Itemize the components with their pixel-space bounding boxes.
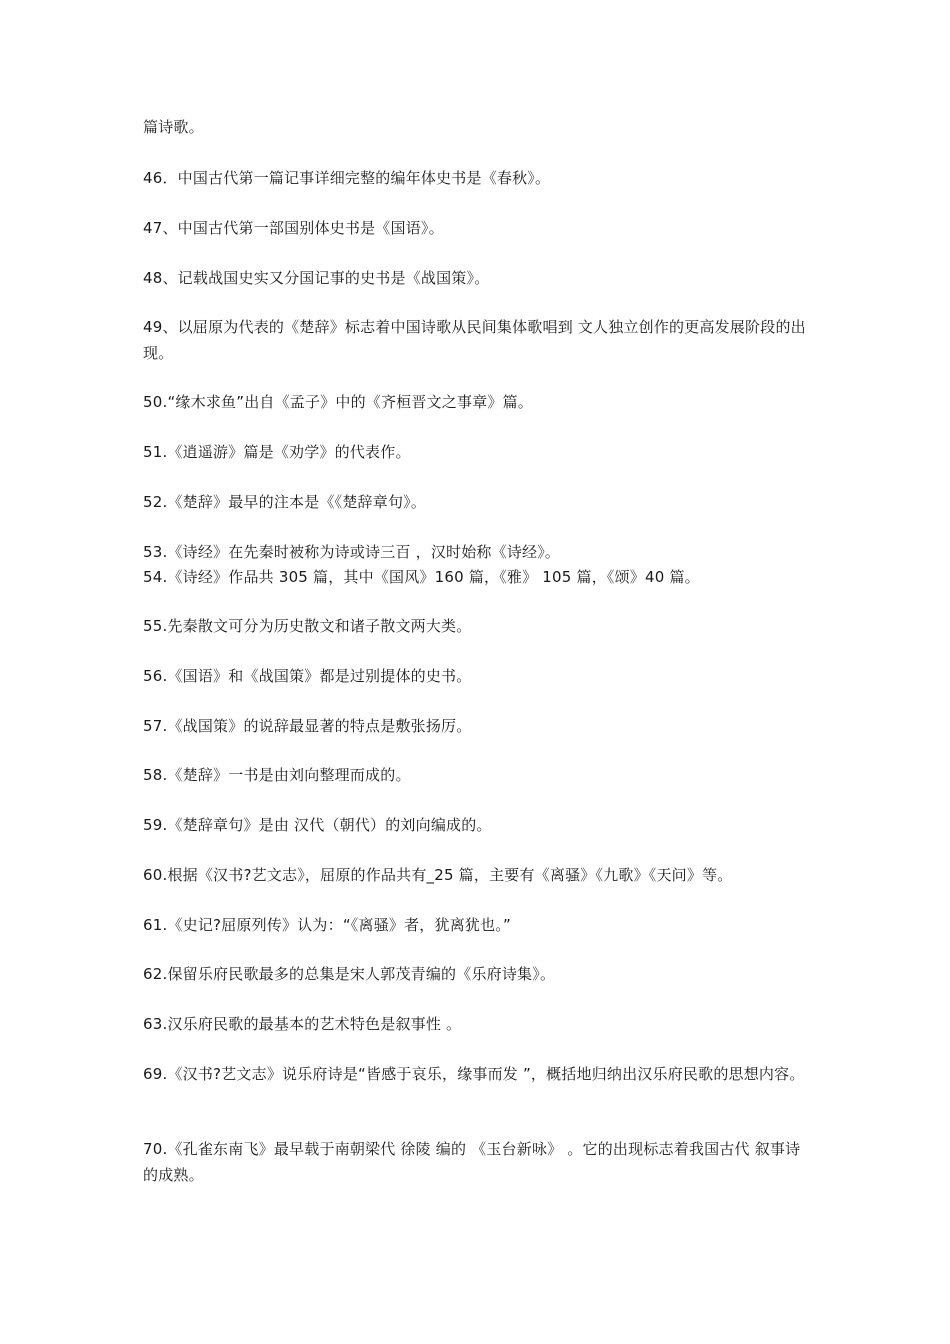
text-line: 55.先秦散文可分为历史散文和诸子散文两大类。	[143, 617, 472, 635]
text-line: 61.《史记?屈原列传》认为：“《离骚》者，犹离犹也。”	[143, 916, 511, 934]
text-line: 63.汉乐府民歌的最基本的艺术特色是叙事性 。	[143, 1015, 462, 1033]
text-line: 53.《诗经》在先秦时被称为诗或诗三百 ，汉时始称《诗经》。	[143, 543, 561, 561]
text-line: 篇诗歌。	[143, 118, 204, 136]
text-line: 48、记载战国史实又分国记事的史书是《战国策》。	[143, 269, 490, 287]
text-line: 50.“缘木求鱼”出自《孟子》中的《齐桓晋文之事章》篇。	[143, 393, 533, 411]
text-paragraph: 69.《汉书?艺文志》说乐府诗是“皆感于哀乐，缘事而发 ”，概括地归纳出汉乐府民歌的思想内容。	[143, 1065, 805, 1083]
text-line: 59.《楚辞章句》是由 汉代（朝代）的刘向编成的。	[143, 816, 492, 834]
text-line: 51.《逍遥游》篇是《劝学》的代表作。	[143, 443, 411, 461]
text-line: 60.根据《汉书?艺文志》，屈原的作品共有_25 篇，主要有《离骚》《九歌》《天问》等。	[143, 866, 733, 884]
text-line: 62.保留乐府民歌最多的总集是宋人郭茂青编的《乐府诗集》。	[143, 965, 556, 983]
text-line: 58.《楚辞》一书是由刘向整理而成的。	[143, 766, 411, 784]
text-paragraph: 70.《孔雀东南飞》最早载于南朝梁代 徐陵 编的 《玉台新咏》 。它的出现标志着我国古代 叙事诗 的成熟。	[143, 1140, 801, 1184]
text-line: 46．中国古代第一篇记事详细完整的编年体史书是《春秋》。	[143, 169, 551, 187]
text-line: 52.《楚辞》最早的注本是《《楚辞章句》。	[143, 493, 427, 511]
text-line: 47、中国古代第一部国别体史书是《国语》。	[143, 219, 444, 237]
text-line: 57.《战国策》的说辞最显著的特点是敷张扬厉。	[143, 717, 472, 735]
text-paragraph: 49、以屈原为代表的《楚辞》标志着中国诗歌从民间集体歌唱到 文人独立创作的更高发展阶段的出现。	[143, 318, 806, 362]
text-line: 54.《诗经》作品共 305 篇，其中《国风》160 篇，《雅》 105 篇，《颂》40 篇。	[143, 568, 700, 586]
text-line: 56.《国语》和《战国策》都是过别提体的史书。	[143, 667, 472, 685]
